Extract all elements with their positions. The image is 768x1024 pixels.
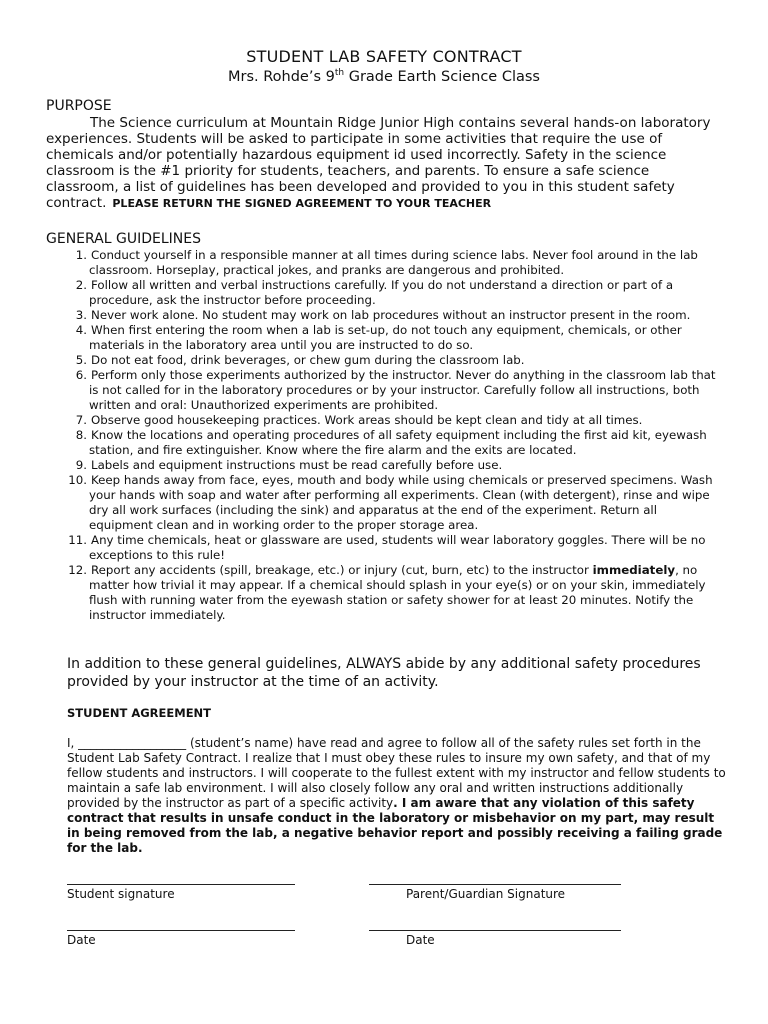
guideline-text: Never work alone. No student may work on lab procedures without an instructor present in the room. — [91, 308, 691, 322]
guideline-text: Follow all written and verbal instructions carefully. If you do not understand a direction or part of a procedure, ask the instructor before proceeding. — [89, 278, 674, 307]
parent-signature-label: Parent/Guardian Signature — [406, 887, 566, 901]
parent-date-line — [369, 930, 621, 931]
guideline-item — [68, 248, 723, 278]
guideline-text-before: Report any accidents (spill, breakage, etc.) or injury (cut, burn, etc) to the instructor — [91, 563, 593, 577]
guideline-text: Labels and equipment instructions must be read carefully before use. — [91, 458, 503, 472]
guideline-emphasis: immediately — [592, 563, 676, 577]
agreement-warning: . I am aware that any violation of this safety contract that results in unsafe conduct in the laboratory or misbehavior on my part, may result in being removed from the lab, a negative behavior report and possibly receiving a failing grade for the lab. — [67, 796, 723, 855]
guideline-item — [68, 428, 723, 458]
guideline-text: Conduct yourself in a responsible manner at all times during science labs. Never fool around in the lab classroom. Horseplay, practical jokes, and pranks are dangerous and prohibited. — [89, 248, 698, 277]
guideline-item — [68, 323, 723, 353]
guideline-number: 12 . — [68, 563, 87, 578]
guideline-text: Know the locations and operating procedures of all safety equipment including the first aid kit, eyewash station, and fire extinguisher. Know where the fire alarm and the exits are located. — [89, 428, 707, 457]
parent-signature-line — [369, 884, 621, 885]
return-note: PLEASE RETURN THE SIGNED AGREEMENT TO YOUR TEACHER — [112, 197, 492, 210]
guideline-text: Do not eat food, drink beverages, or chew gum during the classroom lab. — [91, 353, 525, 367]
guideline-number: 10 . — [68, 473, 87, 488]
guideline-number: 11 . — [68, 533, 87, 548]
additional-note: In addition to these general guidelines, ALWAYS abide by any additional safety procedures provided by your instructor at the time of an activity. — [67, 656, 701, 690]
guideline-number: 4 . — [68, 323, 87, 338]
subtitle-prefix: Mrs. Rohde’s 9 — [228, 69, 335, 85]
guideline-text: Any time chemicals, heat or glassware are used, students will wear laboratory goggles. There will be no exceptions to this rule! — [89, 533, 706, 562]
purpose-text: The Science curriculum at Mountain Ridge Junior High contains several hands-on laboratory experiences. Students will be asked to participate in some activities that require the use of chemicals and/or potentially hazardous equipment id used incorrectly. Safety in the science classroom is the #1 priority for students, teachers, and parents. To ensure a safe science classroom, a list of guidelines has been developed and provided to you in this student safety contract. — [46, 115, 711, 211]
guideline-text: Observe good housekeeping practices. Work areas should be kept clean and tidy at all times. — [91, 413, 643, 427]
guideline-item — [68, 563, 723, 623]
guidelines-list — [68, 248, 723, 623]
guideline-item — [68, 458, 723, 473]
guideline-text: Perform only those experiments authorized by the instructor. Never do anything in the classroom lab that is not called for in the laboratory procedures or by your instructor. Carefully follow all instructions, both written and oral: Unauthorized experiments are prohibited. — [89, 368, 716, 412]
guideline-number: 5 . — [68, 353, 87, 368]
purpose-paragraph — [46, 115, 726, 212]
parent-date-label: Date — [406, 933, 435, 947]
guideline-text — [89, 563, 706, 622]
guideline-number: 1 . — [68, 248, 87, 263]
guideline-number: 9 . — [68, 458, 87, 473]
guideline-number: 8 . — [68, 428, 87, 443]
subtitle-superscript: th — [334, 68, 345, 79]
student-date-line — [67, 930, 295, 931]
guideline-item — [68, 353, 723, 368]
guideline-text-after: , no matter how trivial it may appear. If a chemical should splash in your eye(s) or on your skin, immediately flush with running water from the eyewash station or safety shower for at least 20 minutes. Notify the instructor immediately. — [89, 563, 706, 622]
guideline-item — [68, 473, 723, 533]
agreement-heading: STUDENT AGREEMENT — [67, 706, 212, 720]
document-subtitle — [0, 69, 768, 85]
guideline-number: 7 . — [68, 413, 87, 428]
subtitle-suffix: Grade Earth Science Class — [344, 69, 540, 85]
purpose-heading: PURPOSE — [46, 98, 112, 114]
student-signature-label: Student signature — [67, 887, 175, 901]
agreement-paragraph — [67, 736, 727, 856]
guideline-item — [68, 308, 723, 323]
guideline-item — [68, 533, 723, 563]
guideline-number: 2 . — [68, 278, 87, 293]
guideline-item — [68, 368, 723, 413]
agreement-text: I, __________________ (student’s name) have read and agree to follow all of the safety rules set forth in the Student Lab Safety Contract. I realize that I must obey these rules to insure my own safety, and that of my fellow students and instructors. I will cooperate to the fullest extent with my instructor and fellow students to maintain a safe lab environment. I will also closely follow any oral and written instructions additionally provided by the instructor as part of a specific activity — [67, 736, 726, 810]
guideline-text: When first entering the room when a lab is set-up, do not touch any equipment, chemicals, or other materials in the laboratory area until you are instructed to do so. — [89, 323, 682, 352]
guidelines-heading: GENERAL GUIDELINES — [46, 231, 201, 247]
student-signature-line — [67, 884, 295, 885]
guideline-text: Keep hands away from face, eyes, mouth and body while using chemicals or preserved specimens. Wash your hands with soap and water after performing all experiments. Clean (with detergent), rinse and wipe dry all work surfaces (including the sink) and apparatus at the end of the experiment. Return all equipment clean and in working order to the proper storage area. — [89, 473, 713, 532]
guideline-item — [68, 413, 723, 428]
student-date-label: Date — [67, 933, 96, 947]
guideline-number: 3 . — [68, 308, 87, 323]
document-title: STUDENT LAB SAFETY CONTRACT — [246, 47, 522, 66]
guideline-number: 6 . — [68, 368, 87, 383]
guideline-item — [68, 278, 723, 308]
